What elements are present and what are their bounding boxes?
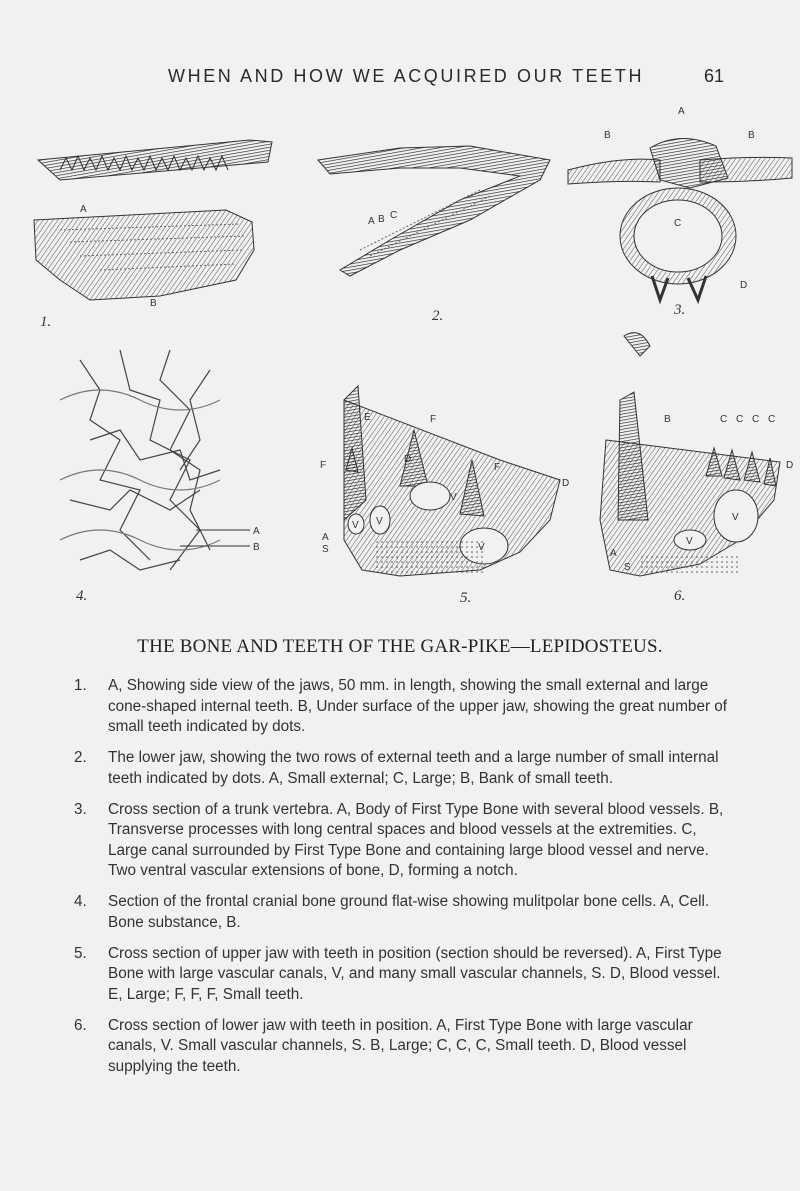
fig5-number: 5. bbox=[460, 590, 472, 606]
legend-item bbox=[74, 748, 738, 789]
legend-item bbox=[74, 892, 738, 933]
fig1-number: 1. bbox=[40, 314, 52, 330]
legend-number: 4. bbox=[74, 893, 87, 910]
figure-6 bbox=[600, 392, 793, 604]
legend-text: A, Showing side view of the jaws, 50 mm. in length, showing the small external and large cone-shaped internal teeth. B, Under surface of the upper jaw, showing the great number of small teeth indicated by dots. bbox=[108, 677, 728, 735]
fig4-label-a: A bbox=[253, 526, 260, 537]
fig5-label-d2: D bbox=[562, 478, 570, 489]
fig3-label-b-right: B bbox=[748, 130, 755, 141]
fig6-label-s: S bbox=[624, 562, 631, 573]
fig2-label-b: B bbox=[378, 214, 385, 225]
legend-number: 1. bbox=[74, 677, 87, 694]
legend-number: 2. bbox=[74, 749, 87, 766]
fig5-label-d1: D bbox=[404, 454, 412, 465]
fig3-transverse-process-left bbox=[568, 159, 660, 184]
legend-text: The lower jaw, showing the two rows of external teeth and a large number of small internal teeth indicated by dots. A, Small external; C, Large; B, Bank of small teeth. bbox=[108, 749, 719, 787]
legend-text: Section of the frontal cranial bone ground flat-wise showing mulitpolar bone cells. A, Cell. Bone substance, B. bbox=[108, 893, 710, 931]
fig5-label-v3: V bbox=[376, 516, 383, 527]
figure-4 bbox=[58, 340, 260, 604]
fig6-small-channels bbox=[640, 554, 740, 574]
legend-item bbox=[74, 1016, 738, 1078]
fig6-label-v2: V bbox=[686, 536, 693, 547]
fig5-small-channels bbox=[374, 540, 484, 574]
fig6-label-c4: C bbox=[768, 414, 776, 425]
fig3-canal bbox=[634, 200, 722, 272]
fig4-bone-cells bbox=[60, 350, 220, 570]
fig6-label-c3: C bbox=[752, 414, 760, 425]
fig6-label-c1: C bbox=[720, 414, 728, 425]
legend-text: Cross section of upper jaw with teeth in position (section should be reversed). A, First Type Bone with large vascular canals, V, and many small vascular channels, S. D, Blood vessel. E, Large; F, F, F, Small teeth. bbox=[108, 944, 722, 1003]
fig5-label-f1: F bbox=[430, 414, 437, 425]
fig5-label-f3: F bbox=[320, 460, 327, 471]
fig3-label-c: C bbox=[674, 218, 682, 229]
figure-legend bbox=[74, 676, 738, 1088]
fig5-label-v1: V bbox=[450, 492, 457, 503]
fig5-label-s: S bbox=[322, 544, 329, 555]
figure-2 bbox=[318, 146, 550, 324]
fig5-vascular-canal-1 bbox=[410, 482, 450, 510]
figure-3 bbox=[568, 106, 792, 356]
fig3-body bbox=[650, 138, 728, 188]
fig2-label-a: A bbox=[368, 216, 375, 227]
fig2-label-c: C bbox=[390, 210, 398, 221]
page-header bbox=[0, 66, 800, 96]
legend-number: 6. bbox=[74, 1016, 87, 1034]
page-number: 61 bbox=[704, 66, 725, 86]
fig5-label-a: A bbox=[322, 532, 329, 543]
fig2-jaw bbox=[318, 146, 550, 276]
fig5-large-tooth bbox=[344, 386, 366, 520]
legend-item bbox=[74, 944, 738, 1006]
fig1-lower-jaw bbox=[34, 210, 254, 300]
fig1-label-b: B bbox=[150, 298, 157, 309]
fig1-upper-jaw bbox=[38, 140, 272, 180]
legend-number: 5. bbox=[74, 944, 87, 962]
fig4-number: 4. bbox=[76, 588, 88, 604]
fig3-label-a: A bbox=[678, 106, 685, 117]
fig4-label-b: B bbox=[253, 542, 260, 553]
legend-number: 3. bbox=[74, 800, 87, 818]
fig6-label-d: D bbox=[786, 460, 794, 471]
fig6-label-a: A bbox=[610, 548, 617, 559]
fig3-label-b-left: B bbox=[604, 130, 611, 141]
fig4-section bbox=[58, 340, 228, 588]
fig1-label-a: A bbox=[80, 204, 87, 215]
fig5-label-f2: F bbox=[494, 462, 501, 473]
fig3-fragment bbox=[624, 333, 650, 356]
fig6-label-v1: V bbox=[732, 512, 739, 523]
fig6-number: 6. bbox=[674, 588, 686, 604]
fig3-label-d: D bbox=[740, 280, 748, 291]
running-head: WHEN AND HOW WE ACQUIRED OUR TEETH bbox=[168, 66, 645, 86]
figure-1 bbox=[34, 140, 272, 330]
figure-plate bbox=[0, 100, 800, 620]
plate-caption: THE BONE AND TEETH OF THE GAR-PIKE—LEPIDOSTEUS. bbox=[137, 636, 663, 657]
fig5-label-v4: V bbox=[352, 520, 359, 531]
fig5-label-e: E bbox=[364, 412, 371, 423]
fig2-number: 2. bbox=[432, 308, 444, 324]
fig6-label-c2: C bbox=[736, 414, 744, 425]
legend-item bbox=[74, 676, 738, 738]
fig5-label-v2: V bbox=[478, 542, 485, 553]
legend-item bbox=[74, 800, 738, 882]
fig3-number: 3. bbox=[674, 302, 686, 318]
legend-text: Cross section of lower jaw with teeth in position. A, First Type Bone with large vascular canals, V. Small vascular channels, S. B, Large; C, C, C, Small teeth. D, Blood vessel supplying the teeth. bbox=[108, 1016, 693, 1075]
fig6-label-b: B bbox=[664, 414, 671, 425]
legend-text: Cross section of a trunk vertebra. A, Body of First Type Bone with several blood vessels. B, Transverse processes with long central spaces and blood vessels at the extremities. C, Large canal surrounded by First Type Bone and containing large blood vessel and nerve. Two ventral vascular extensions of bone, D, forming a notch. bbox=[108, 800, 724, 879]
figure-5 bbox=[320, 386, 569, 606]
